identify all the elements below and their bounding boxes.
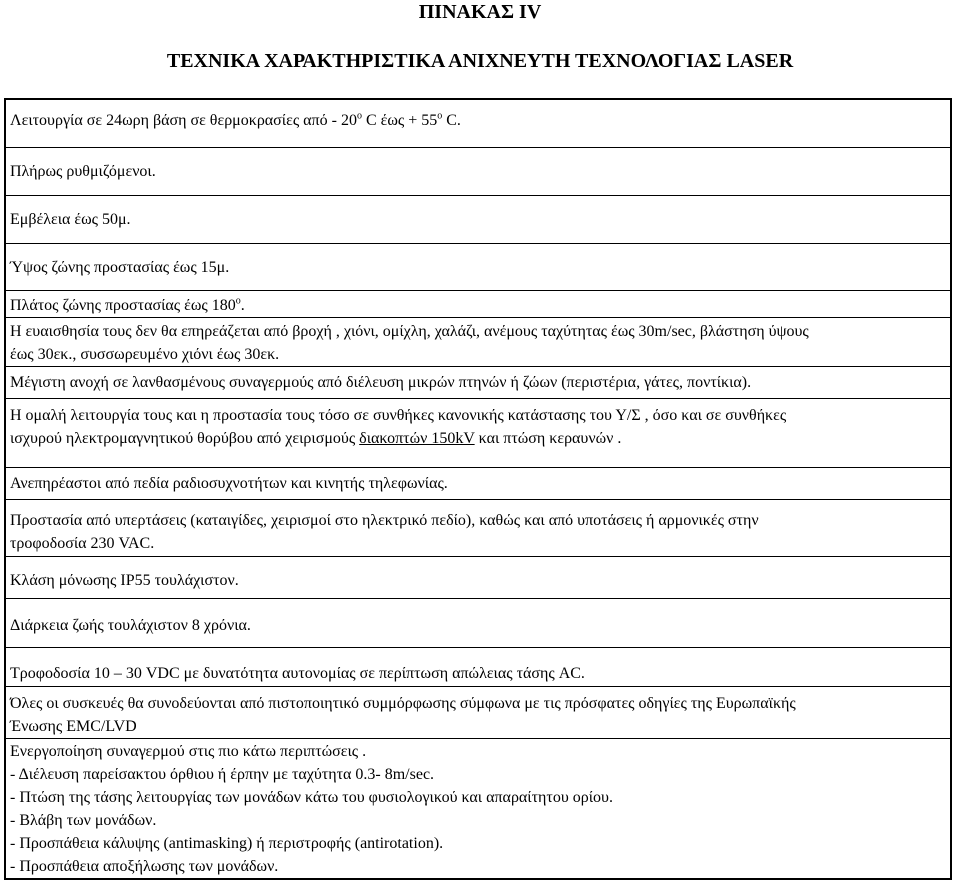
spec-text: Ύψος ζώνης προστασίας έως 15μ. xyxy=(10,259,230,276)
page-title: ΠΙΝΑΚΑΣ IV xyxy=(418,1,542,23)
spec-row-false-alarm-tolerance xyxy=(6,367,950,399)
alarm-case-intrusion: - Διέλευση παρείσακτου όρθιου ή έρπην με ταχύτητα 0.3- 8m/sec. xyxy=(10,766,435,783)
alarm-case-tamper: - Προσπάθεια αποξήλωσης των μονάδων. xyxy=(10,858,279,875)
spec-text: Ανεπηρέαστοι από πεδία ραδιοσυχνοτήτων και κινητής τηλεφωνίας. xyxy=(10,475,448,492)
spec-row-rf-immunity xyxy=(6,468,950,500)
alarm-case-voltage-drop: - Πτώση της τάσης λειτουργίας των μονάδων κάτω του φυσιολογικού και απαραίτητου ορίου. xyxy=(10,789,613,806)
spec-row-operating-temperature xyxy=(6,100,950,148)
spec-text-line-1: Η ευαισθησία τους δεν θα επηρεάζεται από βροχή , χιόνι, ομίχλη, χαλάζι, ανέμους ταχύτητας έως 30m/sec, βλάστηση ύψους xyxy=(10,323,809,340)
alarm-case-unit-fault: - Βλάβη των μονάδων. xyxy=(10,812,157,829)
spec-text-line-2: ισχυρού ηλεκτρομαγνητικού θορύβου από χειρισμούς διακοπτών 150kV και πτώση κεραυνών . xyxy=(10,430,622,447)
spec-text-line-1: Όλες οι συσκευές θα συνοδεύονται από πιστοποιητικό συμμόρφωσης σύμφωνα με τις πρόσφατες οδηγίες της Ευρωπαϊκής xyxy=(10,695,796,712)
spec-text: Μέγιστη ανοχή σε λανθασμένους συναγερμούς από διέλευση μικρών πτηνών ή ζώων (περιστέρια, γάτες, ποντίκια). xyxy=(10,374,752,391)
spec-text: Εμβέλεια έως 50μ. xyxy=(10,211,131,228)
specifications-table xyxy=(4,98,952,880)
spec-row-surge-protection xyxy=(6,500,950,557)
spec-row-alarm-activation xyxy=(6,739,950,878)
spec-text-line-1: Η ομαλή λειτουργία τους και η προστασία τους τόσο σε συνθήκες κανονικής κατάστασης του Υ/Σ , όσο και σε συνθήκες xyxy=(10,407,787,424)
alarm-case-antimasking: - Προσπάθεια κάλυψης (antimasking) ή περιστροφής (antirotation). xyxy=(10,835,444,852)
spec-row-zone-height xyxy=(6,244,950,291)
spec-text: Τροφοδοσία 10 – 30 VDC με δυνατότητα αυτονομίας σε περίπτωση απώλειας τάσης AC. xyxy=(10,665,585,682)
spec-text-line-2: τροφοδοσία 230 VAC. xyxy=(10,535,155,552)
alarm-heading: Ενεργοποίηση συναγερμού στις πιο κάτω περιπτώσεις . xyxy=(10,743,367,760)
spec-text-line-2: έως 30εκ., συσσωρευμένο χιόνι έως 30εκ. xyxy=(10,346,280,363)
spec-row-adjustable xyxy=(6,148,950,196)
page-subtitle: ΤΕΧΝΙΚΑ ΧΑΡΑΚΤΗΡΙΣΤΙΚΑ ΑΝΙΧΝΕΥΤΗ ΤΕΧΝΟΛΟΓΙΑΣ LASER xyxy=(166,50,794,72)
spec-row-ip-rating xyxy=(6,557,950,599)
spec-text-line-2: Ένωσης EMC/LVD xyxy=(10,718,137,735)
spec-text: Πλάτος ζώνης προστασίας έως $180^o$. xyxy=(10,295,245,314)
spec-text: Διάρκεια ζωής τουλάχιστον 8 χρόνια. xyxy=(10,617,251,634)
spec-text: Λειτουργία σε 24ωρη βάση σε θερμοκρασίες από - $20^o$ C $έ\omega\varsigma + 55^o$ C. xyxy=(10,110,461,129)
spec-row-emi-protection xyxy=(6,399,950,468)
spec-row-lifetime xyxy=(6,599,950,648)
spec-text: Κλάση μόνωσης IP55 τουλάχιστον. xyxy=(10,572,239,589)
spec-row-zone-width xyxy=(6,291,950,318)
spec-row-range xyxy=(6,196,950,244)
spec-row-power-supply xyxy=(6,648,950,687)
spec-text: Πλήρως ρυθμιζόμενοι. xyxy=(10,163,156,180)
spec-text-line-1: Προστασία από υπερτάσεις (καταιγίδες, χειρισμοί στο ηλεκτρικό πεδίο), καθώς και από υποτάσεις ή αρμονικές στην xyxy=(10,512,759,529)
spec-row-certification xyxy=(6,687,950,739)
spec-row-weather-sensitivity xyxy=(6,318,950,367)
